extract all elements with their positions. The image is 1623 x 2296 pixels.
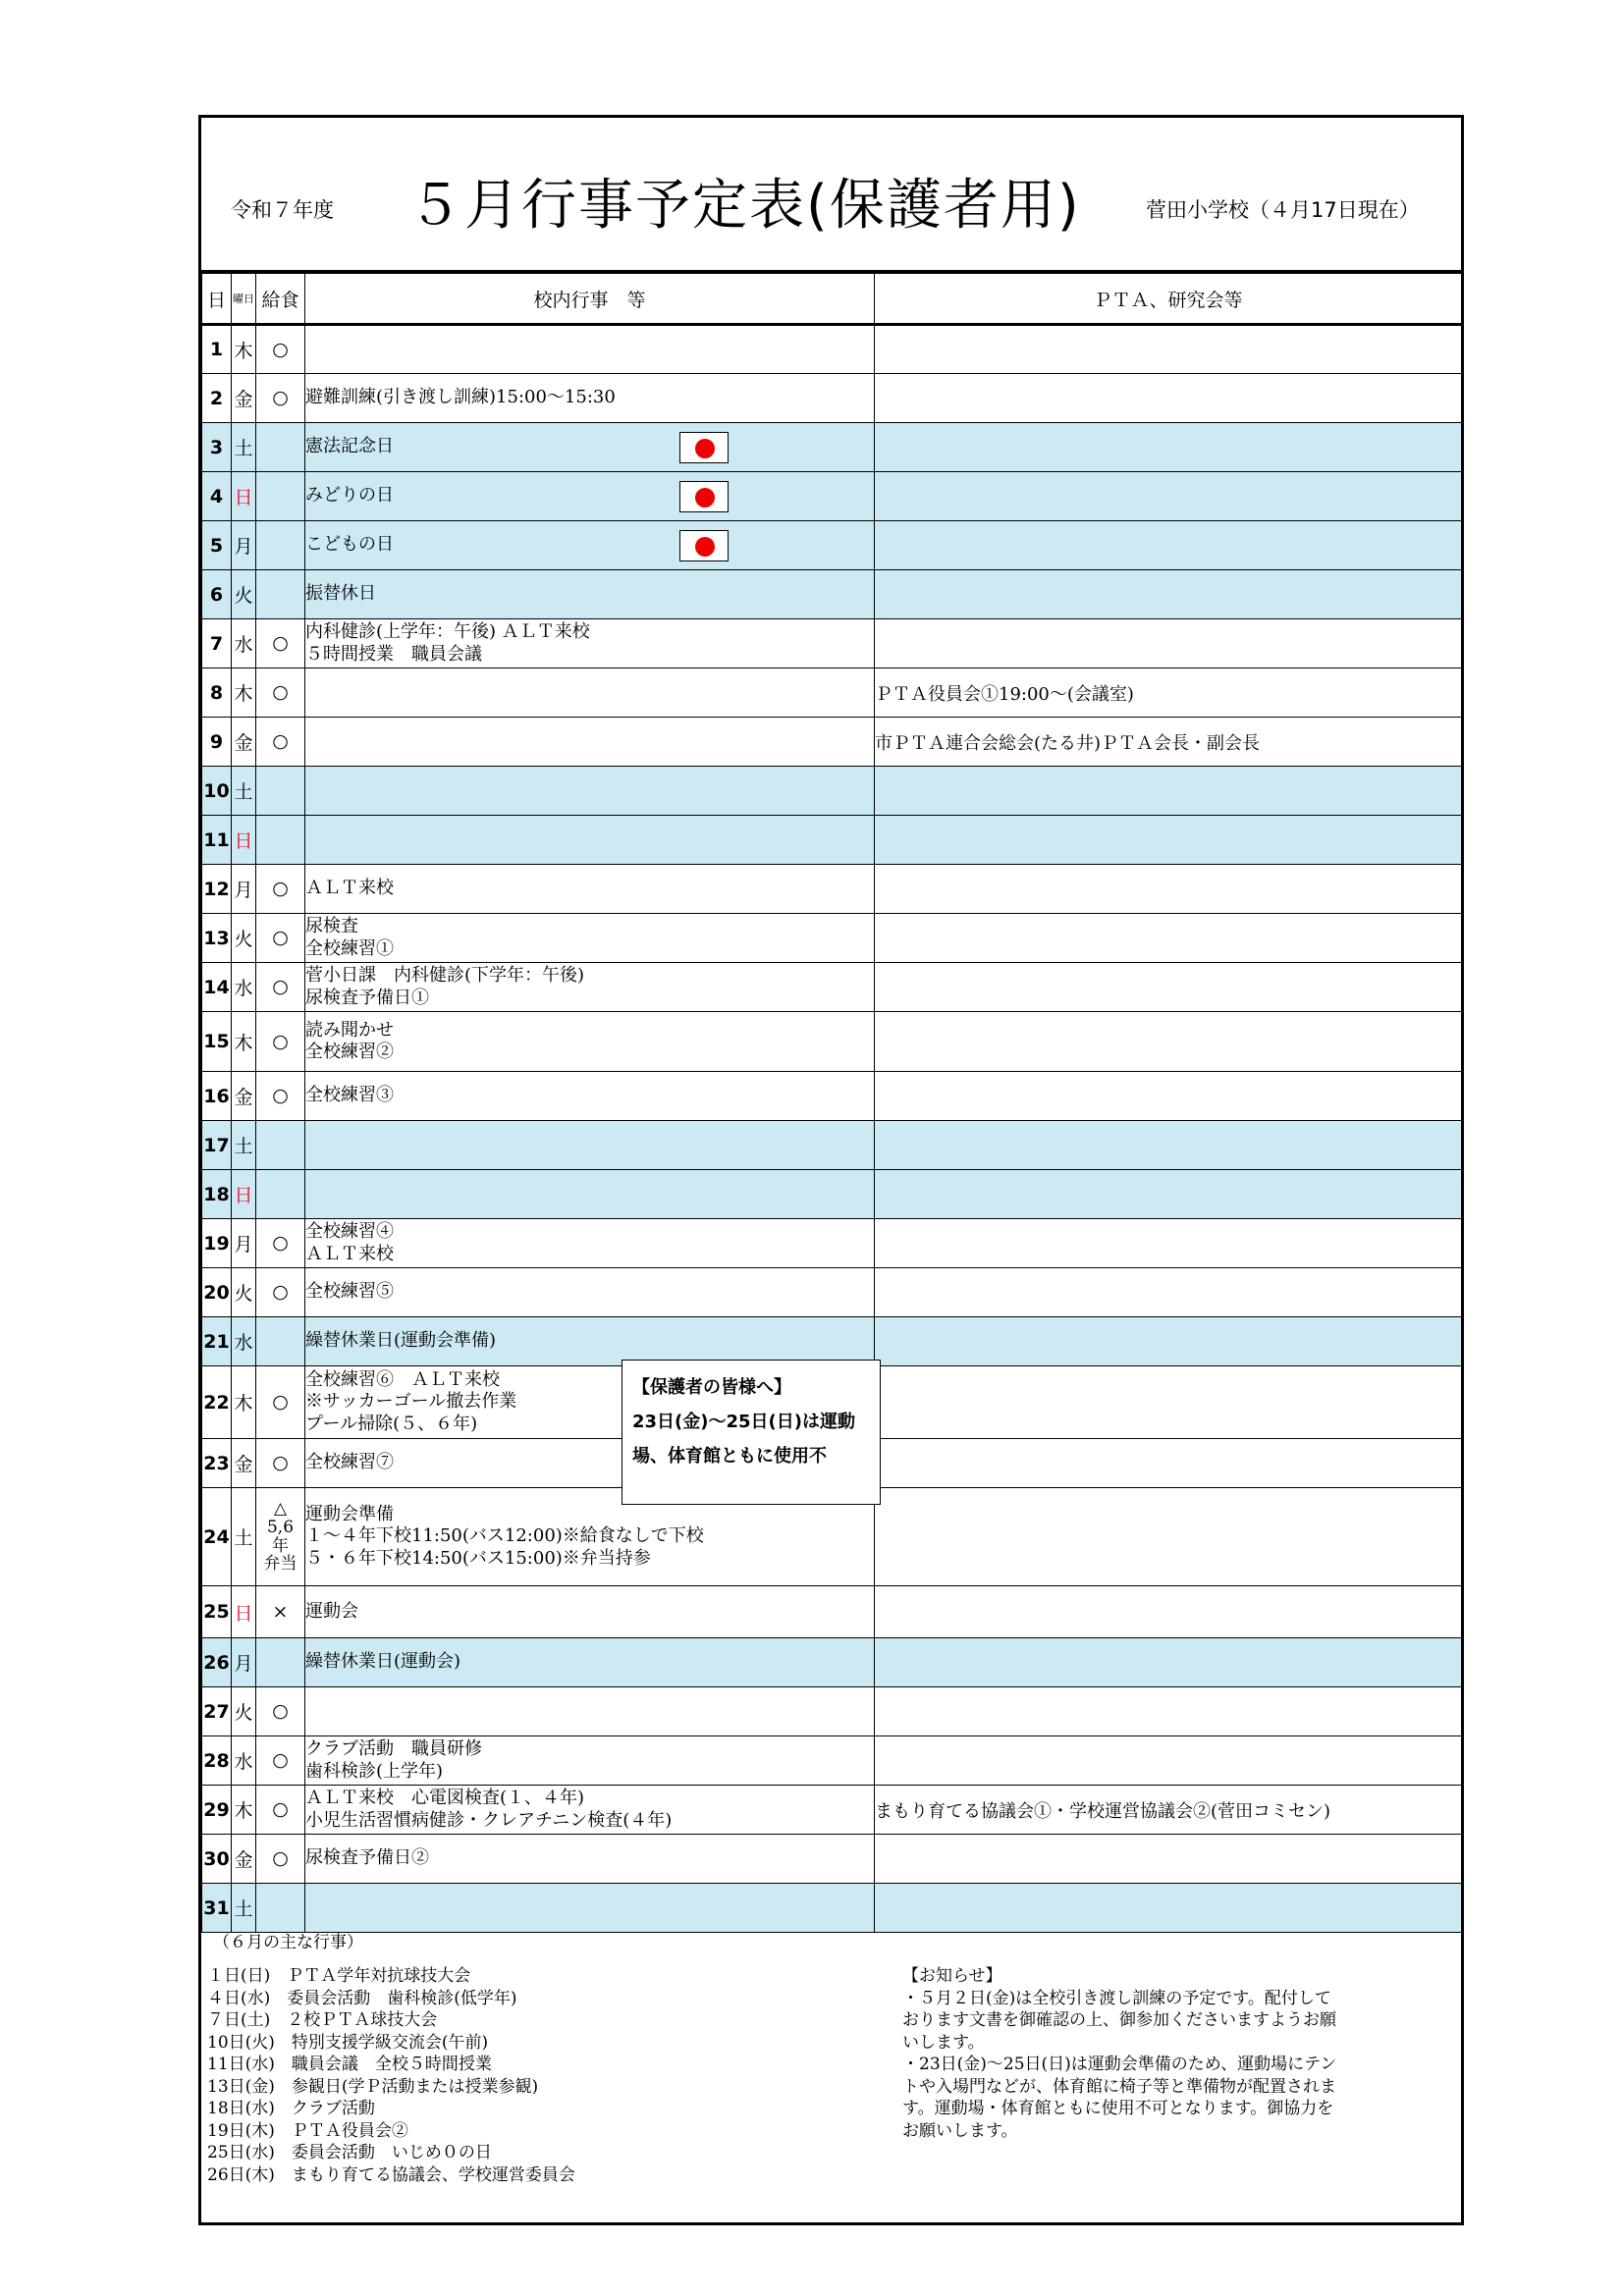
- lunch-cell: [256, 1170, 305, 1219]
- lunch-cell: [256, 423, 305, 472]
- day-cell: 2: [202, 374, 232, 423]
- pta-cell: [875, 1219, 1462, 1268]
- table-row: [202, 1072, 1462, 1121]
- day-cell: 16: [202, 1072, 232, 1121]
- table-row: [202, 472, 1462, 521]
- notice-line: 23日(金)～25日(日)は運動: [632, 1412, 856, 1432]
- event-line: プール掃除(５、６年): [305, 1413, 478, 1434]
- japan-flag-icon: [679, 432, 729, 463]
- lunch-cell: ○: [256, 619, 305, 668]
- pta-cell: [875, 1268, 1462, 1317]
- events-cell: [305, 1268, 875, 1317]
- events-cell: [305, 1072, 875, 1121]
- weekday-cell: 木: [232, 1786, 256, 1835]
- pta-cell: [875, 1439, 1462, 1488]
- table-row: [202, 1736, 1462, 1786]
- events-cell: [305, 1786, 875, 1835]
- lunch-cell: [256, 521, 305, 570]
- weekday-cell: 土: [232, 423, 256, 472]
- announcement: [902, 1965, 1448, 2142]
- weekday-cell: 月: [232, 865, 256, 914]
- table-row: [202, 963, 1462, 1012]
- announcement-line: いします。: [902, 2032, 985, 2053]
- col-day: 日: [202, 274, 232, 325]
- lunch-cell: [256, 1121, 305, 1170]
- col-lunch: 給食: [256, 274, 305, 325]
- event-line: 小児生活習慣病健診・クレアチニン検査(４年): [305, 1809, 673, 1831]
- table-row: [202, 1170, 1462, 1219]
- table-row: [202, 325, 1462, 374]
- day-cell: 4: [202, 472, 232, 521]
- day-cell: 25: [202, 1586, 232, 1638]
- event-line: 憲法記念日: [305, 436, 394, 457]
- table-row: [202, 1268, 1462, 1317]
- events-cell: [305, 963, 875, 1012]
- lunch-cell: [256, 1317, 305, 1366]
- weekday-cell: 金: [232, 1835, 256, 1884]
- lunch-cell: [256, 767, 305, 816]
- day-cell: 21: [202, 1317, 232, 1366]
- day-cell: 19: [202, 1219, 232, 1268]
- lunch-cell: ○: [256, 1687, 305, 1736]
- weekday-cell: 火: [232, 1268, 256, 1317]
- day-cell: 22: [202, 1366, 232, 1439]
- day-cell: 10: [202, 767, 232, 816]
- event-line: ＡＬＴ来校 心電図検査(１、４年): [305, 1788, 585, 1808]
- pta-cell: [875, 1366, 1462, 1439]
- events-cell: [305, 374, 875, 423]
- event-line: 全校練習⑥ ＡＬＴ来校: [305, 1368, 500, 1390]
- event-line: 運動会準備: [305, 1503, 394, 1524]
- list-item: 13日(金) 参観日(学Ｐ活動または授業参観): [207, 2076, 539, 2097]
- table-row: [202, 1121, 1462, 1170]
- weekday-cell: 木: [232, 668, 256, 718]
- day-cell: 20: [202, 1268, 232, 1317]
- event-line: 繰替休業日(運動会準備): [305, 1330, 497, 1352]
- weekday-cell: 火: [232, 1687, 256, 1736]
- table-row: [202, 816, 1462, 865]
- pta-cell: [875, 1072, 1462, 1121]
- pta-cell: [875, 1012, 1462, 1072]
- event-line: 尿検査予備日①: [305, 987, 429, 1008]
- day-cell: 29: [202, 1786, 232, 1835]
- day-cell: 9: [202, 718, 232, 767]
- pta-cell: [875, 1488, 1462, 1586]
- weekday-cell: 月: [232, 521, 256, 570]
- lunch-note: 年: [272, 1535, 289, 1556]
- event-line: みどりの日: [305, 485, 394, 507]
- pta-cell: [875, 1170, 1462, 1219]
- events-cell: [305, 668, 875, 718]
- event-line: 全校練習②: [305, 1041, 394, 1062]
- table-row: [202, 619, 1462, 668]
- event-line: 避難訓練(引き渡し訓練)15:00～15:30: [305, 387, 616, 408]
- event-line: １～４年下校11:50(バス12:00)※給食なしで下校: [305, 1525, 704, 1547]
- event-line: 振替休日: [305, 583, 376, 605]
- pta-cell: [875, 619, 1462, 668]
- event-line: 全校練習④: [305, 1221, 394, 1242]
- event-line: 菅小日課 内科健診(下学年：午後): [305, 965, 585, 986]
- announcement-line: トや入場門などが、体育館に椅子等と準備物が配置されま: [902, 2076, 1336, 2097]
- weekday-cell: 水: [232, 963, 256, 1012]
- table-row: [202, 914, 1462, 963]
- announcement-line: す。運動場・体育館ともに使用不可となります。御協力を: [902, 2099, 1334, 2118]
- japan-flag-icon: [679, 530, 729, 561]
- parents-notice-box: [622, 1360, 881, 1505]
- table-row: [202, 1586, 1462, 1638]
- table-row: [202, 1835, 1462, 1884]
- day-cell: 28: [202, 1736, 232, 1786]
- list-item: ４日(水) 委員会活動 歯科検診(低学年): [207, 1988, 517, 2008]
- weekday-cell: 土: [232, 1884, 256, 1933]
- pta-cell: [875, 963, 1462, 1012]
- day-cell: 7: [202, 619, 232, 668]
- header: [201, 118, 1461, 273]
- weekday-cell: 水: [232, 619, 256, 668]
- events-cell: [305, 1170, 875, 1219]
- events-cell: [305, 1638, 875, 1687]
- day-cell: 8: [202, 668, 232, 718]
- pta-cell: [875, 767, 1462, 816]
- pta-cell: [875, 374, 1462, 423]
- pta-cell: [875, 1638, 1462, 1687]
- day-cell: 11: [202, 816, 232, 865]
- day-cell: 31: [202, 1884, 232, 1933]
- day-cell: 24: [202, 1488, 232, 1586]
- event-line: こどもの日: [305, 534, 394, 556]
- announcement-line: ・５月２日(金)は全校引き渡し訓練の予定です。配付して: [902, 1988, 1331, 2008]
- pta-cell: [875, 1121, 1462, 1170]
- col-pta: ＰＴＡ、研究会等: [875, 274, 1462, 325]
- notice-title: 【保護者の皆様へ】: [632, 1377, 791, 1398]
- pta-cell: [875, 521, 1462, 570]
- day-cell: 5: [202, 521, 232, 570]
- lunch-cell: ○: [256, 325, 305, 374]
- events-cell: [305, 1121, 875, 1170]
- event-line: ＡＬＴ来校: [305, 878, 394, 899]
- table-row: [202, 1219, 1462, 1268]
- lunch-cell: ×: [256, 1586, 305, 1638]
- day-cell: 26: [202, 1638, 232, 1687]
- lunch-cell: [256, 1638, 305, 1687]
- lunch-cell: ○: [256, 1219, 305, 1268]
- day-cell: 14: [202, 963, 232, 1012]
- weekday-cell: 月: [232, 1219, 256, 1268]
- events-cell: [305, 521, 875, 570]
- events-cell: [305, 1835, 875, 1884]
- lunch-cell: ○: [256, 668, 305, 718]
- fiscal-year: 令和７年度: [231, 198, 334, 222]
- lunch-cell: ○: [256, 914, 305, 963]
- day-cell: 1: [202, 325, 232, 374]
- pta-cell: [875, 865, 1462, 914]
- list-item: 18日(水) クラブ活動: [207, 2099, 375, 2118]
- day-cell: 13: [202, 914, 232, 963]
- event-line: ※サッカーゴール撤去作業: [305, 1391, 517, 1413]
- notice-line: 場、体育館ともに使用不: [632, 1446, 827, 1467]
- col-weekday: 曜日: [232, 274, 256, 325]
- event-line: クラブ活動 職員研修: [305, 1738, 482, 1759]
- col-events: 校内行事 等: [305, 274, 875, 325]
- event-line: 全校練習⑦: [305, 1452, 394, 1473]
- lunch-cell: ○: [256, 718, 305, 767]
- lunch-cell: [256, 816, 305, 865]
- pta-cell: [875, 1736, 1462, 1786]
- event-line: ５・６年下校14:50(バス15:00)※弁当持参: [305, 1547, 651, 1569]
- events-cell: [305, 718, 875, 767]
- weekday-cell: 日: [232, 472, 256, 521]
- june-events-list: [207, 1965, 575, 2186]
- pta-cell: [875, 472, 1462, 521]
- day-cell: 30: [202, 1835, 232, 1884]
- weekday-cell: 月: [232, 1638, 256, 1687]
- day-cell: 15: [202, 1012, 232, 1072]
- day-cell: 6: [202, 570, 232, 619]
- lunch-note: 弁当: [263, 1554, 298, 1575]
- schedule-table: [201, 273, 1462, 1933]
- weekday-cell: 木: [232, 1012, 256, 1072]
- weekday-cell: 土: [232, 767, 256, 816]
- weekday-cell: 日: [232, 816, 256, 865]
- weekday-cell: 土: [232, 1121, 256, 1170]
- table-row: [202, 521, 1462, 570]
- table-row: [202, 668, 1462, 718]
- events-cell: [305, 1586, 875, 1638]
- pta-cell: [875, 816, 1462, 865]
- pta-cell: [875, 423, 1462, 472]
- weekday-cell: 水: [232, 1736, 256, 1786]
- announcement-title: 【お知らせ】: [902, 1966, 1002, 1986]
- announcement-line: お願いします。: [902, 2120, 1018, 2141]
- events-cell: [305, 1736, 875, 1786]
- weekday-cell: 金: [232, 718, 256, 767]
- event-line: 全校練習①: [305, 937, 394, 959]
- list-item: １日(日) ＰＴＡ学年対抗球技大会: [207, 1966, 471, 1986]
- pta-cell: [875, 1835, 1462, 1884]
- page-title: ５月行事予定表(保護者用): [407, 174, 1081, 238]
- weekday-cell: 火: [232, 914, 256, 963]
- events-cell: [305, 1012, 875, 1072]
- lunch-cell: ○: [256, 1268, 305, 1317]
- lunch-note: △: [273, 1499, 288, 1520]
- table-row: [202, 1638, 1462, 1687]
- weekday-cell: 火: [232, 570, 256, 619]
- events-cell: [305, 472, 875, 521]
- pta-cell: [875, 325, 1462, 374]
- events-cell: [305, 767, 875, 816]
- lunch-cell: ○: [256, 865, 305, 914]
- weekday-cell: 木: [232, 1366, 256, 1439]
- lunch-cell: ○: [256, 1072, 305, 1121]
- announcement-line: おります文書を御確認の上、御参加くださいますようお願: [902, 2010, 1336, 2030]
- events-cell: [305, 325, 875, 374]
- lunch-cell: [256, 570, 305, 619]
- lunch-cell: [256, 1488, 305, 1586]
- table-row: [202, 865, 1462, 914]
- weekday-cell: 日: [232, 1586, 256, 1638]
- table-header-row: [202, 274, 1462, 325]
- event-line: 読み聞かせ: [305, 1019, 394, 1041]
- weekday-cell: 金: [232, 374, 256, 423]
- weekday-cell: 日: [232, 1170, 256, 1219]
- table-row: [202, 1317, 1462, 1366]
- events-cell: [305, 423, 875, 472]
- announcement-line: ・23日(金)～25日(日)は運動会準備のため、運動場にテン: [902, 2055, 1337, 2074]
- events-cell: [305, 570, 875, 619]
- list-item: 10日(火) 特別支援学級交流会(午前): [207, 2032, 489, 2053]
- schedule-sheet: [198, 115, 1464, 2225]
- list-item: 25日(水) 委員会活動 いじめ０の日: [207, 2143, 492, 2163]
- event-line: 内科健診(上学年：午後) ＡＬＴ来校: [305, 621, 590, 642]
- weekday-cell: 金: [232, 1072, 256, 1121]
- lunch-cell: [256, 472, 305, 521]
- june-events-title: （６月の主な行事）: [213, 1933, 363, 1952]
- event-line: ＡＬＴ来校: [305, 1243, 394, 1264]
- lunch-cell: ○: [256, 374, 305, 423]
- events-cell: [305, 1317, 875, 1366]
- day-cell: 17: [202, 1121, 232, 1170]
- event-line: 歯科検診(上学年): [305, 1760, 444, 1782]
- lunch-cell: ○: [256, 1736, 305, 1786]
- event-line: 繰替休業日(運動会): [305, 1651, 461, 1673]
- lunch-note: 5,6: [266, 1517, 295, 1537]
- events-cell: [305, 865, 875, 914]
- footer: [201, 1924, 1461, 2222]
- pta-cell: [875, 570, 1462, 619]
- table-row: [202, 423, 1462, 472]
- day-cell: 18: [202, 1170, 232, 1219]
- pta-cell: まもり育てる協議会①・学校運営協議会②(菅田コミセン): [875, 1786, 1462, 1835]
- events-cell: [305, 1687, 875, 1736]
- lunch-cell: ○: [256, 1366, 305, 1439]
- pta-cell: [875, 1586, 1462, 1638]
- list-item: 19日(木) ＰＴＡ役員会②: [207, 2120, 408, 2141]
- weekday-cell: 土: [232, 1488, 256, 1586]
- day-cell: 27: [202, 1687, 232, 1736]
- lunch-cell: ○: [256, 1439, 305, 1488]
- events-cell: [305, 1219, 875, 1268]
- list-item: ７日(土) ２校ＰＴＡ球技大会: [207, 2010, 438, 2030]
- events-cell: [305, 619, 875, 668]
- table-row: [202, 1012, 1462, 1072]
- table-row: [202, 718, 1462, 767]
- table-row: [202, 374, 1462, 423]
- pta-cell: ＰＴＡ役員会①19:00～(会議室): [875, 668, 1462, 718]
- lunch-cell: ○: [256, 1786, 305, 1835]
- list-item: 11日(水) 職員会議 全校５時間授業: [207, 2055, 492, 2074]
- event-line: ５時間授業 職員会議: [305, 643, 482, 665]
- lunch-cell: ○: [256, 1012, 305, 1072]
- table-row: [202, 767, 1462, 816]
- event-line: 尿検査予備日②: [305, 1847, 429, 1869]
- day-cell: 23: [202, 1439, 232, 1488]
- day-cell: 3: [202, 423, 232, 472]
- events-cell: [305, 816, 875, 865]
- pta-cell: [875, 914, 1462, 963]
- school-name: 菅田小学校（４月17日現在）: [1146, 198, 1420, 222]
- table-row: [202, 1687, 1462, 1736]
- table-row: [202, 1786, 1462, 1835]
- lunch-cell: ○: [256, 963, 305, 1012]
- event-line: 全校練習⑤: [305, 1281, 394, 1303]
- event-line: 全校練習③: [305, 1085, 394, 1106]
- weekday-cell: 水: [232, 1317, 256, 1366]
- pta-cell: [875, 1687, 1462, 1736]
- list-item: 26日(木) まもり育てる協議会、学校運営委員会: [207, 2164, 575, 2185]
- weekday-cell: 金: [232, 1439, 256, 1488]
- table-row: [202, 570, 1462, 619]
- pta-cell: 市ＰＴＡ連合会総会(たる井)ＰＴＡ会長・副会長: [875, 718, 1462, 767]
- event-line: 運動会: [305, 1600, 358, 1622]
- lunch-cell: ○: [256, 1835, 305, 1884]
- event-line: 尿検査: [305, 916, 358, 936]
- events-cell: [305, 914, 875, 963]
- day-cell: 12: [202, 865, 232, 914]
- japan-flag-icon: [679, 481, 729, 512]
- weekday-cell: 木: [232, 325, 256, 374]
- pta-cell: [875, 1317, 1462, 1366]
